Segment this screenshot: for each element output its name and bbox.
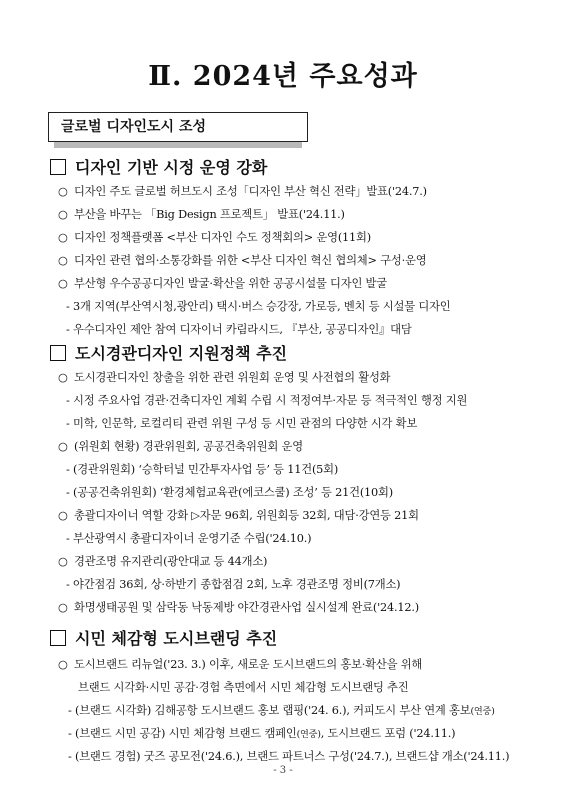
section-heading-urban-landscape-design <box>50 341 287 364</box>
circle-bullet-icon: ○ <box>58 231 68 244</box>
sub-list-item: - (경관위원회) ‘승학터널 민간투자사업 등’ 등 11건(5회) <box>66 463 339 476</box>
list-item <box>58 656 422 672</box>
circle-bullet-icon: ○ <box>58 658 68 671</box>
section-title: 시민 체감형 도시브랜딩 추진 <box>75 629 278 648</box>
circle-bullet-icon: ○ <box>58 371 68 384</box>
sub-list-item: - 우수디자인 제안 참여 디자이너 카림라시드, 『부산, 공공디자인』대담 <box>66 323 412 336</box>
sub-list-item-text: , 도시브랜드 포럼 ('24.11.) <box>320 727 456 740</box>
list-item <box>58 507 419 523</box>
circle-bullet-icon: ○ <box>58 185 68 198</box>
section-heading-city-branding <box>50 626 277 649</box>
list-item-text: 총괄디자이너 역할 강화 ▷자문 96회, 위원회등 32회, 대담·강연등 21회 <box>74 509 419 522</box>
list-item <box>58 369 390 385</box>
heading-box-label: 글로벌 디자인도시 조성 <box>48 112 308 142</box>
sub-list-item-text: - (브랜드 시각화) 김해공항 도시브랜드 홍보 랩핑('24. 6.), 커피도시 부산 연계 홍보 <box>68 704 471 717</box>
circle-bullet-icon: ○ <box>58 277 68 290</box>
sub-list-item: - (브랜드 경험) 굿즈 공모전('24.6.), 브랜드 파트너스 구성('24.7.), 브랜드샵 개소('24.11.) <box>68 750 510 763</box>
list-item-text: 디자인 주도 글로벌 허브도시 조성「디자인 부산 혁신 전략」발표('24.7.) <box>74 185 427 198</box>
section-heading-design-based-administration <box>50 155 267 178</box>
circle-bullet-icon: ○ <box>58 254 68 267</box>
heading-box <box>48 112 308 142</box>
list-item-text: 디자인 정책플랫폼 <부산 디자인 수도 정책회의> 운영(11회) <box>74 231 371 244</box>
checkbox-square-icon <box>50 345 66 361</box>
list-item-text: 화명생태공원 및 삼락동 낙동제방 야간경관사업 실시설계 완료('24.12.) <box>74 601 419 614</box>
sub-list-item: - 미학, 인문학, 로컬리티 관련 위원 구성 등 시민 관점의 다양한 시각 확보 <box>66 417 418 430</box>
sub-list-item: - 야간점검 36회, 상·하반기 종합점검 2회, 노후 경관조명 정비(7개소) <box>66 578 401 591</box>
list-item <box>58 438 303 454</box>
list-item-continuation: 브랜드 시각화·시민 공감·경험 측면에서 시민 체감형 도시브랜딩 추진 <box>78 681 409 694</box>
list-item-text: (위원회 현황) 경관위원회, 공공건축위원회 운영 <box>74 440 303 453</box>
sub-list-item: - 부산광역시 총괄디자이너 운영기준 수립('24.10.) <box>66 532 312 545</box>
list-item-text: 도시경관디자인 창출을 위한 관련 위원회 운영 및 사전협의 활성화 <box>74 371 391 384</box>
sub-list-item-text: - (브랜드 시민 공감) 시민 체감형 브랜드 캠페인 <box>68 727 297 740</box>
list-item <box>58 252 426 268</box>
list-item <box>58 553 267 569</box>
circle-bullet-icon: ○ <box>58 208 68 221</box>
list-item-text: 부산을 바꾸는 「Big Design 프로젝트」 발표('24.11.) <box>74 208 345 221</box>
list-item <box>58 599 419 615</box>
sub-list-item-note: (연중) <box>470 706 495 717</box>
circle-bullet-icon: ○ <box>58 440 68 453</box>
sub-list-item: - 3개 지역(부산역시청,광안리) 택시·버스 승강장, 가로등, 벤치 등 시설물 디자인 <box>66 300 451 313</box>
sub-list-item <box>68 702 495 718</box>
list-item <box>58 206 345 222</box>
sub-list-item <box>68 725 455 741</box>
list-item-text: 디자인 관련 협의·소통강화를 위한 <부산 디자인 혁신 협의체> 구성·운영 <box>74 254 427 267</box>
sub-list-item-note: (연중) <box>296 729 321 740</box>
list-item <box>58 275 387 291</box>
checkbox-square-icon <box>50 630 66 646</box>
list-item-text: 도시브랜드 리뉴얼('23. 3.) 이후, 새로운 도시브랜드의 홍보·확산을 위해 <box>74 658 423 671</box>
checkbox-square-icon <box>50 159 66 175</box>
page-number: - 3 - <box>273 765 293 776</box>
section-title: 도시경관디자인 지원정책 추진 <box>75 344 288 363</box>
circle-bullet-icon: ○ <box>58 509 68 522</box>
page-title: Ⅱ. 2024년 주요성과 <box>148 61 418 92</box>
list-item-text: 부산형 우수공공디자인 발굴·확산을 위한 공공시설물 디자인 발굴 <box>74 277 387 290</box>
circle-bullet-icon: ○ <box>58 601 68 614</box>
sub-list-item: - (공공건축위원회) ‘환경체험교육관(에코스쿨) 조성’ 등 21건(10회) <box>66 486 393 499</box>
list-item <box>58 183 427 199</box>
sub-list-item: - 시정 주요사업 경관·건축디자인 계획 수립 시 적정여부·자문 등 적극적인 행정 지원 <box>66 394 468 407</box>
list-item <box>58 229 371 245</box>
section-title: 디자인 기반 시정 운영 강화 <box>75 158 268 177</box>
circle-bullet-icon: ○ <box>58 555 68 568</box>
list-item-text: 경관조명 유지관리(광안대교 등 44개소) <box>74 555 268 568</box>
